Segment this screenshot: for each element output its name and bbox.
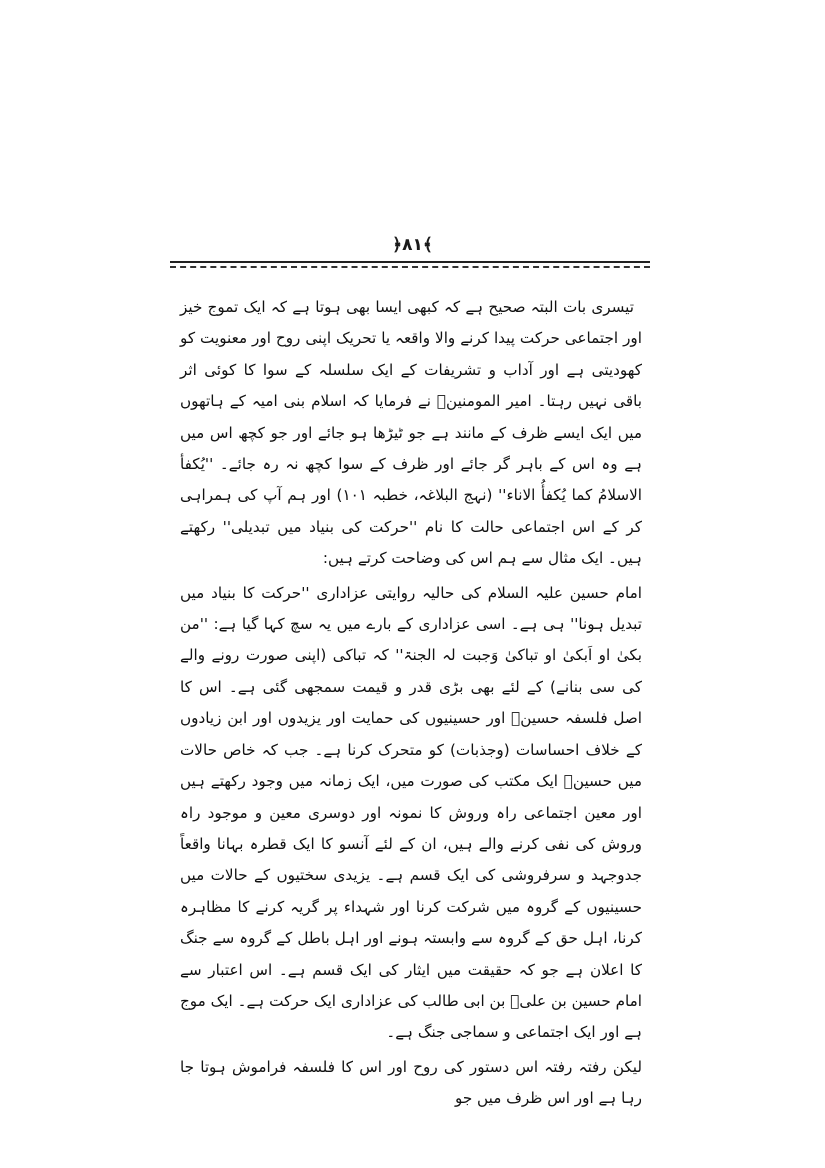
paragraph-1: تیسری بات البتہ صحیح ہے کہ کبھی ایسا بھی ہوتا ہے کہ ایک تموج خیز اور اجتماعی حرکت پیدا کرنے والا واقعہ یا تحریک اپنی روح اور معنویت کو کھودیتی ہے اور آداب و تشریفات کے ایک سلسلہ کے سوا کا کوئی اثر باقی نہیں رہتا۔ امیر المومنینؑ نے فرمایا کہ اسلام بنی امیہ کے ہاتھوں میں ایک ایسے ظرف کے مانند ہے جو ٹیڑھا ہو جائے اور جو کچھ اس میں ہے وہ اس کے باہر گر جائے اور ظرف کے سوا کچھ نہ رہ جائے۔ ''یُکفأ الاسلامُ کما یُکفأُ الاناء'' (نہج البلاغہ، خطبہ ۱۰۱) اور ہم آپ کی ہمراہی کر کے اس اجتماعی حالت کا نام ''حرکت کی بنیاد میں تبدیلی'' رکھتے ہیں۔ ایک مثال سے ہم اس کی وضاحت کرتے ہیں: bbox=[180, 298, 642, 568]
paragraph-2: امام حسین علیہ السلام کی حالیہ روایتی عزاداری ''حرکت کا بنیاد میں تبدیل ہونا'' ہی ہے۔ اسی عزاداری کے بارے میں یہ سچ کہا گیا ہے: ''من بکیٰ او اَبکیٰ او تباکیٰ وَجبت لہ الجنۃ'' کہ تباکی (اپنی صورت رونے والے کی سی بنانے) کے لئے بھی بڑی قدر و قیمت سمجھی گئی ہے۔ اس کا اصل فلسفہ حسینؑ اور حسینیوں کی حمایت اور یزیدوں اور ابن زیادوں کے خلاف احساسات (وجذبات) کو متحرک کرنا ہے۔ جب کہ خاص حالات میں حسینؑ ایک مکتب کی صورت میں، ایک زمانہ میں وجود رکھتے ہیں اور معین اجتماعی راہ وروش کا نمونہ اور دوسری معین و موجود راہ وروش کی نفی کرنے والے ہیں، ان کے لئے آنسو کا ایک قطرہ بہانا واقعاً جدوجہد و سرفروشی کی ایک قسم ہے۔ یزیدی سختیوں کے حالات میں حسینیوں کے گروہ میں شرکت کرنا اور شہداء پر گریہ کرنے کا مظاہرہ کرنا، اہل حق کے گروہ سے وابستہ ہونے اور اہل باطل کے گروہ سے جنگ کا اعلان ہے جو کہ حقیقت میں ایثار کی ایک قسم ہے۔ اس اعتبار سے امام حسین بن علیؑ بن ابی طالب کی عزاداری ایک حرکت ہے۔ ایک موج ہے اور ایک اجتماعی و سماجی جنگ ہے۔ bbox=[180, 583, 642, 1042]
page-number: ﴿۸۱﴾ bbox=[392, 235, 433, 255]
paragraph-3: لیکن رفتہ رفتہ اس دستور کی روح اور اس کا فلسفہ فراموش ہوتا جا رہا ہے اور اس ظرف میں جو bbox=[180, 1057, 642, 1108]
header-rule bbox=[170, 261, 650, 263]
header-rule-dashed bbox=[170, 266, 650, 268]
body-text bbox=[180, 292, 642, 1118]
